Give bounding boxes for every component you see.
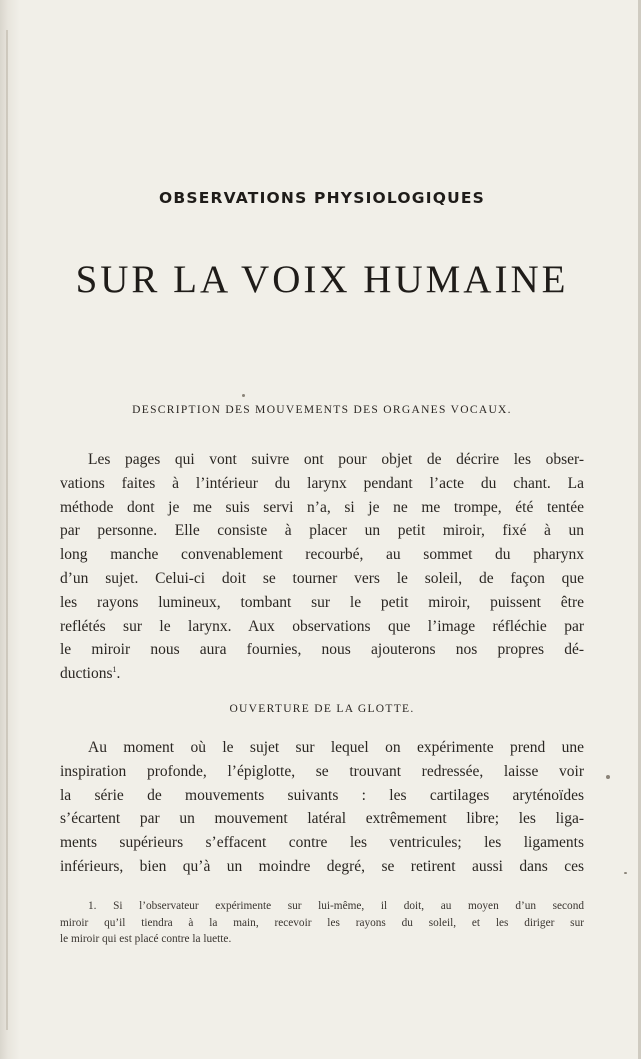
text-line: les rayons lumineux, tombant sur le petit miroir, puissent être (60, 593, 584, 611)
footnote-line: 1. Si l’observateur expérimente sur lui-même, il doit, au moyen d’un second (88, 900, 584, 912)
book-binding-shadow (0, 0, 20, 1059)
text-line: d’un sujet. Celui-ci doit se tourner vers le soleil, de façon que (60, 569, 584, 587)
paper-speck (242, 394, 245, 397)
text-line: inspiration profonde, l’épiglotte, se trouvant redressée, laisse voir (60, 762, 584, 780)
footnote-reference[interactable]: 1 (112, 665, 117, 675)
text-line: Au moment où le sujet sur lequel on expérimente prend une (88, 739, 584, 756)
footnote-line: le miroir qui est placé contre la luette. (60, 933, 232, 945)
page-title: OBSERVATIONS PHYSIOLOGIQUES (158, 189, 486, 207)
section-heading-glottis: OUVERTURE DE LA GLOTTE. (229, 703, 415, 715)
text-line: Les pages qui vont suivre ont pour objet de décrire les obser- (88, 451, 584, 468)
paper-speck (606, 775, 610, 779)
footnote (60, 898, 584, 948)
page-subtitle: SUR LA VOIX HUMAINE (75, 258, 569, 301)
text-line: vations faites à l’intérieur du larynx pendant l’acte du chant. La (60, 474, 584, 492)
text-line: méthode dont je me suis servi n’a, si je ne me trompe, été tentée (60, 498, 584, 516)
section-heading-description: DESCRIPTION DES MOUVEMENTS DES ORGANES VOCAUX. (132, 404, 512, 416)
end-punctuation: . (116, 665, 121, 683)
text-line: reflétés sur le larynx. Aux observations que l’image réfléchie par (60, 617, 584, 635)
book-page (56, 0, 588, 1059)
paper-speck (624, 872, 627, 874)
text-line: s’écartent par un mouvement latéral extrêmement libre; les liga- (60, 810, 584, 828)
text-line: long manche convenablement recourbé, au sommet du pharynx (60, 546, 584, 564)
binding-crease (6, 30, 8, 1030)
text-line: ments supérieurs s’effacent contre les ventricules; les ligaments (60, 834, 584, 852)
text-line: ductions (60, 665, 113, 683)
paragraph-glottis (60, 736, 584, 879)
text-line: par personne. Elle consiste à placer un petit miroir, fixé à un (60, 522, 584, 540)
text-line: le miroir nous aura fournies, nous ajouterons nos propres dé- (60, 641, 584, 659)
paragraph-description (60, 448, 584, 686)
text-line: la série de mouvements suivants : les cartilages aryténoïdes (60, 786, 584, 804)
footnote-line: miroir qu’il tiendra à la main, recevoir les rayons du soleil, et les diriger sur (60, 916, 584, 929)
text-line: inférieurs, bien qu’à un moindre degré, se retirent aussi dans ces (60, 857, 584, 875)
text-line-last (60, 662, 584, 686)
